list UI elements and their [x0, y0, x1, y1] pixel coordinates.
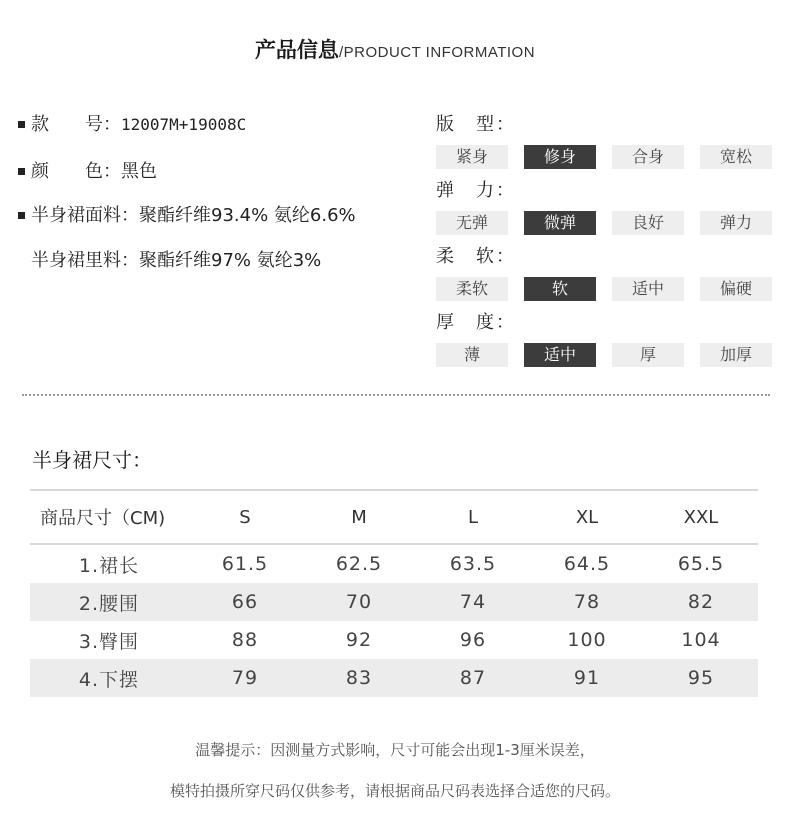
- attribute-option: 偏硬: [700, 277, 772, 301]
- table-row: [30, 659, 758, 697]
- product-info-list: [18, 113, 418, 296]
- table-cell: 62.5: [335, 553, 383, 575]
- attribute-group-thickness: [436, 311, 776, 367]
- table-header-cell: L: [467, 506, 479, 528]
- info-item-lining-fabric: [18, 249, 418, 273]
- table-cell: 79: [231, 667, 259, 689]
- table-header: [30, 489, 758, 545]
- table-cell: 61.5: [221, 553, 269, 575]
- info-label: 半身裙面料：: [31, 205, 139, 226]
- table-cell: 3.臀围: [78, 630, 140, 653]
- table-cell: 70: [345, 591, 373, 613]
- attribute-option-selected: 适中: [524, 343, 596, 367]
- attribute-label: 柔 软：: [436, 246, 516, 267]
- attribute-group-elasticity: [436, 179, 776, 235]
- attribute-group-softness: [436, 245, 776, 301]
- attribute-option: 良好: [612, 211, 684, 235]
- size-table: [30, 489, 758, 697]
- table-cell: 100: [567, 629, 607, 651]
- bullet-icon: [18, 168, 25, 175]
- table-cell: 92: [345, 629, 373, 651]
- attribute-option: 无弹: [436, 211, 508, 235]
- title-chinese: 产品信息: [254, 37, 339, 62]
- attribute-option: 厚: [612, 343, 684, 367]
- attribute-option: 弹力: [700, 211, 772, 235]
- table-row: [30, 545, 758, 583]
- table-cell: 64.5: [563, 553, 611, 575]
- attribute-label: 弹 力：: [436, 180, 516, 201]
- table-cell: 104: [681, 629, 721, 651]
- attribute-option-selected: 修身: [524, 145, 596, 169]
- table-header-cell: XL: [575, 506, 599, 528]
- info-value: 聚酯纤维93.4% 氨纶6.6%: [139, 205, 356, 226]
- page-title: [0, 34, 790, 64]
- table-row: [30, 583, 758, 621]
- attribute-option: 柔软: [436, 277, 508, 301]
- table-row: [30, 621, 758, 659]
- attribute-option-selected: 软: [524, 277, 596, 301]
- attribute-panel: [436, 113, 776, 377]
- tip-note-line-1: 温馨提示：因测量方式影响，尺寸可能会出现1-3厘米误差，: [195, 741, 595, 759]
- info-item-style-number: [18, 113, 418, 137]
- table-cell: 78: [573, 591, 601, 613]
- attribute-option: 适中: [612, 277, 684, 301]
- info-item-shell-fabric: [18, 204, 418, 228]
- table-header-cell: S: [239, 506, 251, 528]
- table-cell: 96: [459, 629, 487, 651]
- table-cell: 74: [459, 591, 487, 613]
- info-value: 12007M+19008C: [121, 115, 247, 134]
- tip-note-line-2: 模特拍摄所穿尺码仅供参考，请根据商品尺码表选择合适您的尺码。: [169, 782, 620, 800]
- attribute-option: 宽松: [700, 145, 772, 169]
- table-cell: 66: [231, 591, 259, 613]
- attribute-option: 加厚: [700, 343, 772, 367]
- attribute-label: 厚 度：: [436, 312, 516, 333]
- bullet-icon: [18, 212, 25, 219]
- title-english: PRODUCT INFORMATION: [343, 44, 536, 61]
- table-cell: 95: [687, 667, 715, 689]
- table-cell: 83: [345, 667, 373, 689]
- attribute-option-selected: 微弹: [524, 211, 596, 235]
- table-cell: 63.5: [449, 553, 497, 575]
- attribute-option: 合身: [612, 145, 684, 169]
- attribute-label: 版 型：: [436, 114, 516, 135]
- table-header-cell: 商品尺寸（CM): [40, 508, 166, 529]
- attribute-option: 紧身: [436, 145, 508, 169]
- attribute-group-fit: [436, 113, 776, 169]
- info-label: 半身裙里料：: [31, 250, 139, 271]
- table-cell: 82: [687, 591, 715, 613]
- info-item-color: [18, 160, 418, 184]
- table-header-cell: M: [351, 506, 367, 528]
- table-cell: 1.裙长: [78, 554, 140, 577]
- info-label: 款 号：: [31, 114, 121, 135]
- table-cell: 91: [573, 667, 601, 689]
- attribute-option: 薄: [436, 343, 508, 367]
- info-value: 聚酯纤维97% 氨纶3%: [139, 250, 322, 271]
- table-cell: 2.腰围: [78, 592, 140, 615]
- table-cell: 88: [231, 629, 259, 651]
- dotted-divider: [22, 394, 770, 396]
- table-cell: 4.下摆: [78, 668, 140, 691]
- title-separator: /: [338, 44, 344, 61]
- table-header-cell: XXL: [683, 506, 719, 528]
- bullet-icon: [18, 121, 25, 128]
- table-cell: 65.5: [677, 553, 725, 575]
- info-label: 颜 色：: [31, 161, 121, 182]
- size-section-title: 半身裙尺寸：: [32, 448, 152, 472]
- info-value: 黑色: [121, 161, 157, 182]
- table-cell: 87: [459, 667, 487, 689]
